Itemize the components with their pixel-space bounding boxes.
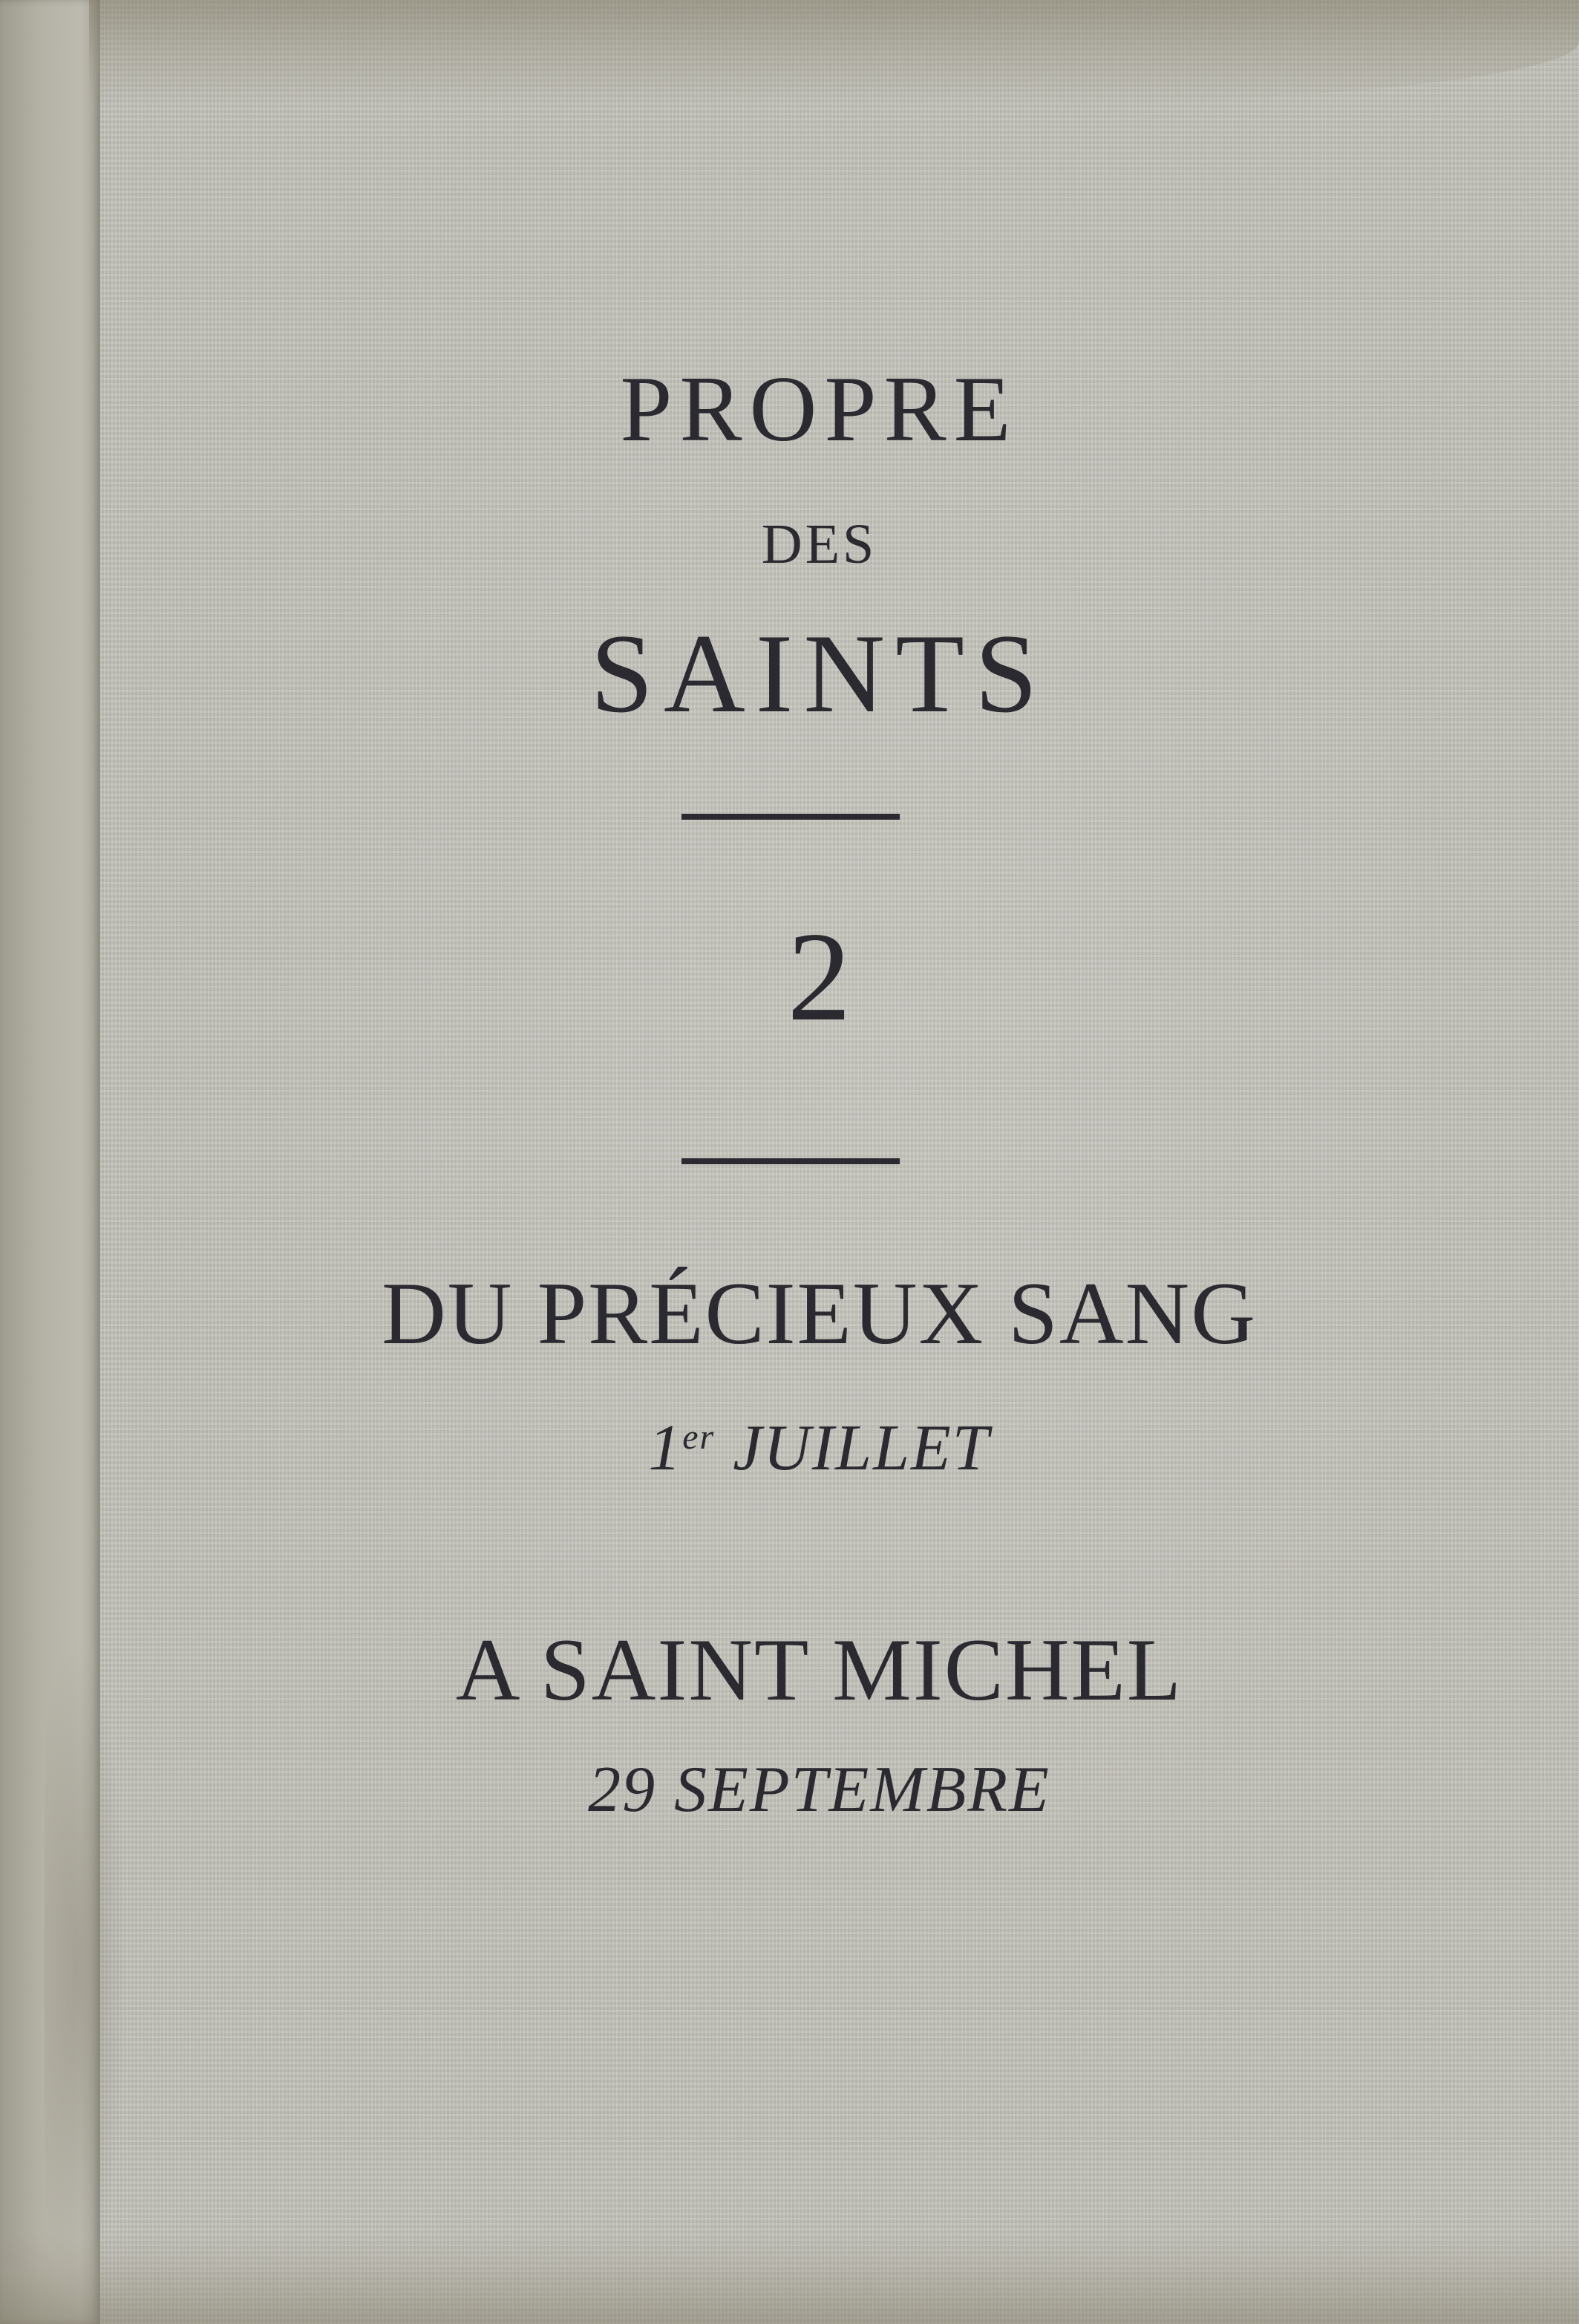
title-saints: SAINTS (590, 611, 1048, 736)
water-stain-bottom (0, 2235, 1579, 2324)
title-des: DES (761, 513, 877, 575)
date-ordinal: 1 (648, 1412, 683, 1484)
feast-saint-michel-title: A SAINT MICHEL (455, 1620, 1183, 1719)
feast-precious-blood-title: DU PRÉCIEUX SANG (382, 1264, 1257, 1362)
feast-precious-blood-date (30, 1411, 1579, 1486)
water-stain-top (89, 0, 1579, 104)
volume-number: 2 (787, 907, 851, 1048)
feast-saint-michel-date: 29 SEPTEMBRE (588, 1754, 1050, 1826)
divider-rule-top (681, 814, 900, 820)
title-propre: PROPRE (620, 358, 1019, 461)
divider-rule-bottom (681, 1158, 900, 1164)
date-ordinal-suffix: er (682, 1417, 716, 1457)
water-stain-left (45, 1633, 126, 2302)
date-month: JUILLET (733, 1412, 990, 1484)
